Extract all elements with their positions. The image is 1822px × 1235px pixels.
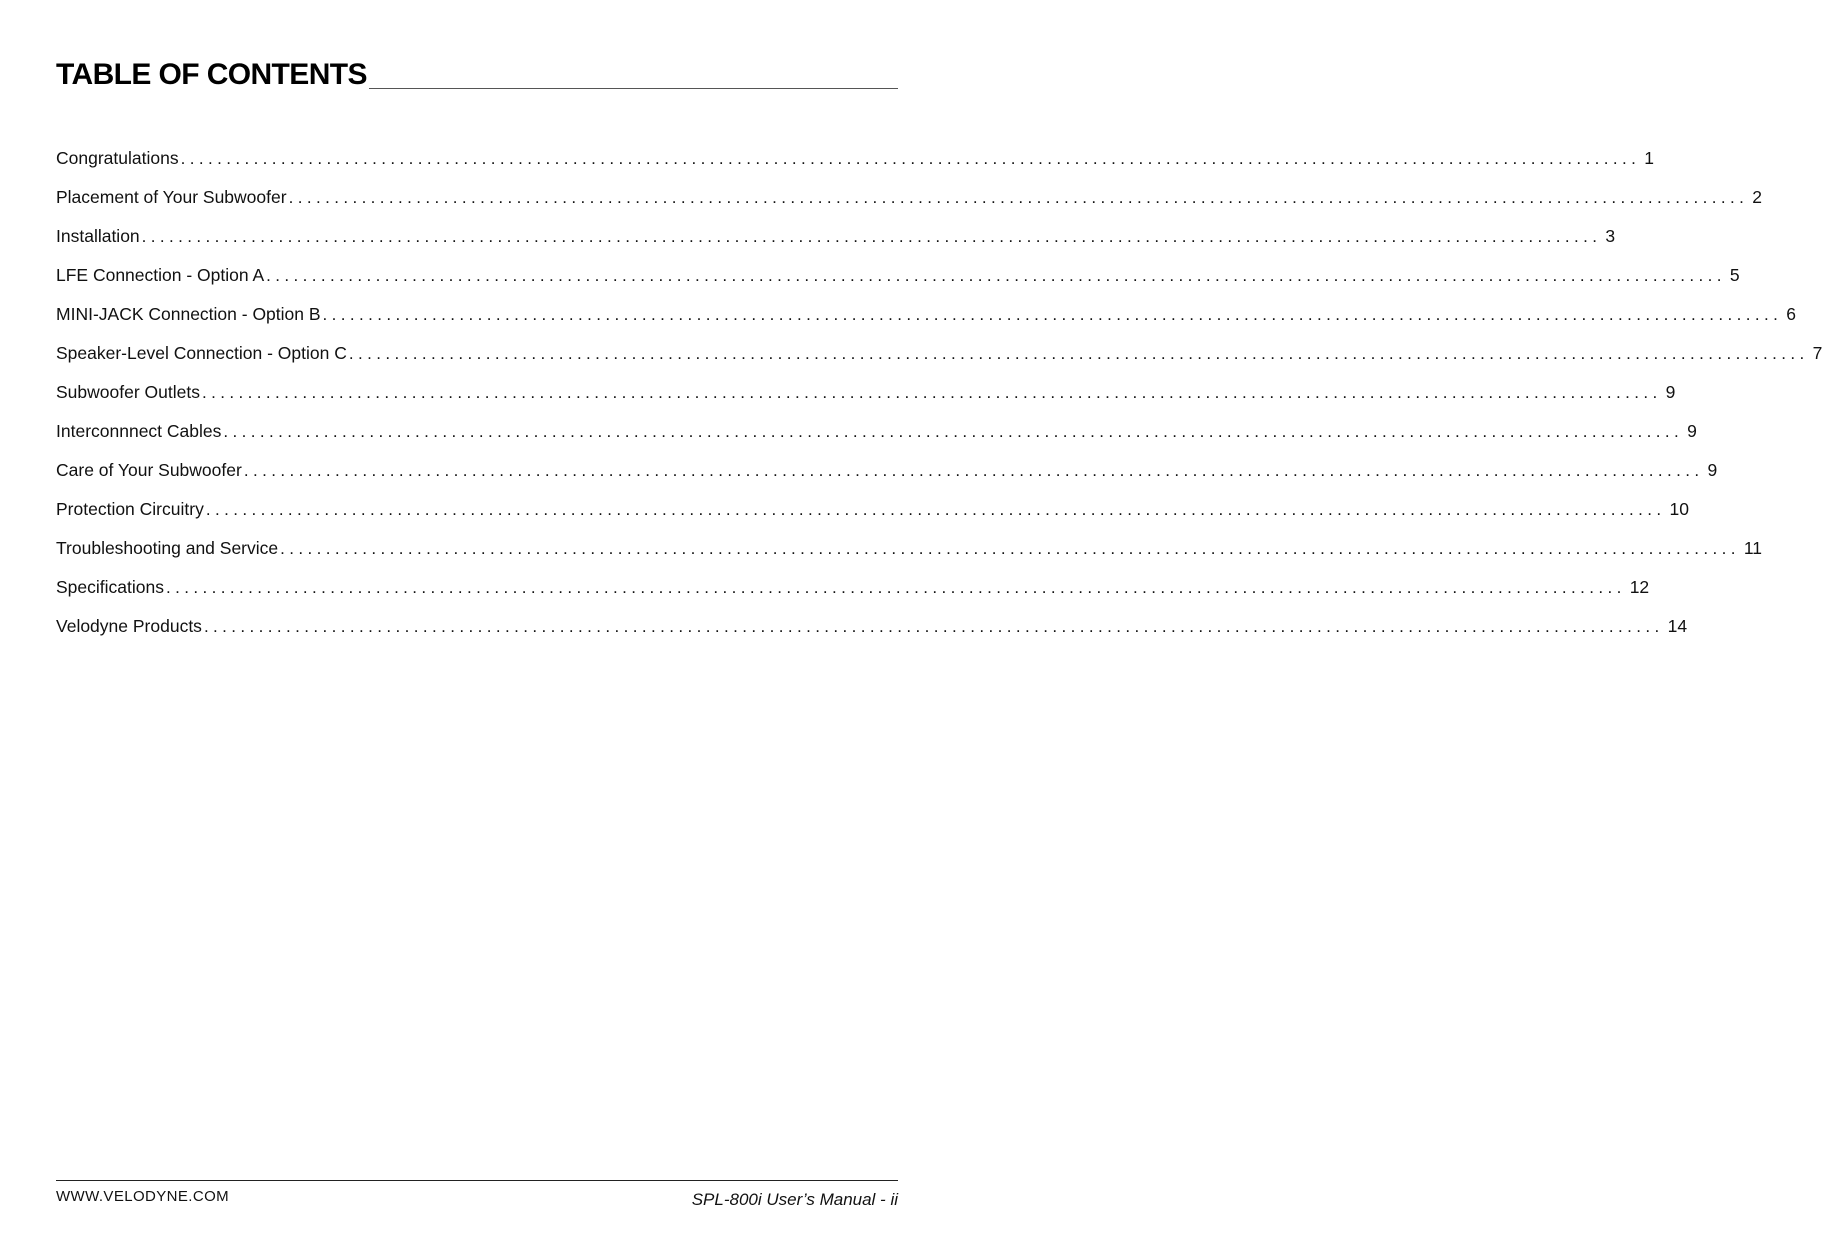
toc-entry[interactable] (56, 300, 1796, 339)
toc-entry-title: Speaker-Level Connection - Option C (56, 343, 347, 363)
toc-entry-title: Care of Your Subwoofer (56, 460, 242, 480)
toc-entry-page: 5 (1729, 265, 1740, 285)
toc-entry[interactable] (56, 495, 1689, 534)
toc-dot-leader: ................................................................................................................................................................ (243, 461, 1704, 480)
toc-dot-leader: ................................................................................................................................................................ (348, 344, 1809, 363)
toc-entry-page: 9 (1665, 382, 1676, 402)
toc-entry-title: Specifications (56, 577, 164, 597)
toc-entry-page: 11 (1743, 538, 1763, 558)
toc-entry-title: MINI-JACK Connection - Option B (56, 304, 321, 324)
toc-entry-title: Subwoofer Outlets (56, 382, 200, 402)
toc-entry-page: 9 (1707, 460, 1718, 480)
toc-entry[interactable] (56, 144, 1655, 183)
toc-entry[interactable] (56, 339, 1822, 378)
toc-dot-leader: ................................................................................................................................................................ (165, 578, 1626, 597)
toc-entry[interactable] (56, 222, 1616, 261)
page-title: TABLE OF CONTENTS (56, 58, 367, 91)
toc-entry-page: 9 (1687, 421, 1697, 441)
toc-dot-leader: ................................................................................................................................................................ (266, 266, 1726, 285)
toc-dot-leader: ................................................................................................................................................................ (201, 383, 1662, 402)
toc-entry-page: 2 (1752, 187, 1763, 207)
toc-dot-leader: ................................................................................................................................................................ (180, 149, 1641, 168)
toc-entry-title: Congratulations (56, 148, 179, 168)
toc-entry[interactable] (56, 456, 1718, 495)
toc-dot-leader: ................................................................................................................................................................ (203, 617, 1664, 636)
toc-entry[interactable] (56, 183, 1763, 222)
toc-entry-title: Troubleshooting and Service (56, 538, 279, 558)
toc-entry-title: Protection Circuitry (56, 499, 204, 519)
toc-entry-page: 1 (1644, 148, 1655, 168)
toc-entry-title: Velodyne Products (56, 616, 202, 636)
page-footer (56, 1180, 898, 1209)
toc-dot-leader: ................................................................................................................................................................ (322, 305, 1783, 324)
toc-entry[interactable] (56, 261, 1740, 300)
toc-entry[interactable] (56, 417, 1697, 456)
toc-entry[interactable] (56, 378, 1676, 417)
toc-entry[interactable] (56, 534, 1763, 573)
toc-dot-leader: ................................................................................................................................................................ (288, 188, 1749, 207)
toc-entry-title: Placement of Your Subwoofer (56, 187, 287, 207)
page-header (56, 56, 898, 89)
toc-entry-title: LFE Connection - Option A (56, 265, 265, 285)
toc-entry-page: 14 (1667, 616, 1688, 636)
toc-entry-title: Interconnnect Cables (56, 421, 222, 441)
toc-entry-page: 10 (1669, 499, 1689, 519)
toc-entry-page: 7 (1812, 343, 1822, 363)
toc-entry[interactable] (56, 573, 1650, 612)
toc-dot-leader: ................................................................................................................................................................ (141, 227, 1602, 246)
toc-dot-leader: ................................................................................................................................................................ (280, 539, 1740, 558)
footer-manual-title: SPL-800i User’s Manual - ii (691, 1190, 898, 1209)
toc-entry-page: 3 (1605, 226, 1616, 246)
toc-dot-leader: ................................................................................................................................................................ (223, 422, 1684, 441)
toc-entry-page: 12 (1629, 577, 1650, 597)
toc-dot-leader: ................................................................................................................................................................ (205, 500, 1666, 519)
footer-website: WWW.VELODYNE.COM (56, 1188, 230, 1205)
table-of-contents (56, 144, 1822, 651)
toc-entry-page: 6 (1786, 304, 1796, 324)
toc-entry[interactable] (56, 612, 1688, 651)
toc-entry-title: Installation (56, 226, 140, 246)
